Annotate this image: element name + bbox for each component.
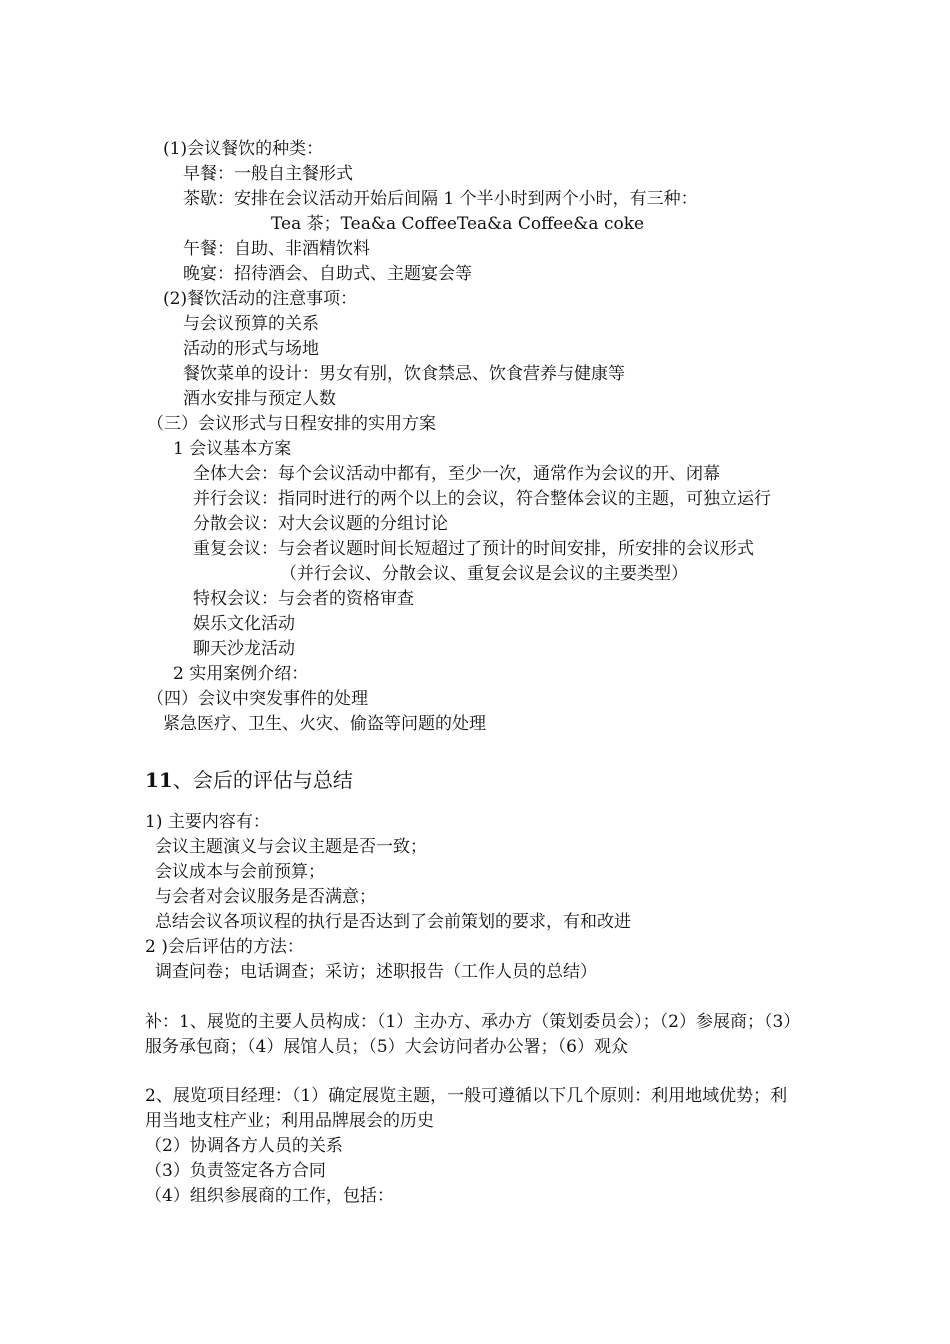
evaluation-item: 总结会议各项议程的执行是否达到了会前策划的要求，有和改进: [155, 912, 631, 932]
section-heading: [145, 767, 353, 793]
methods-body: 调查问卷；电话调查；采访；述职报告（工作人员的总结）: [155, 962, 597, 982]
breakfast-line: 早餐：一般自主餐形式: [183, 164, 353, 184]
section-four-title: （四）会议中突发事件的处理: [147, 689, 368, 709]
meals-title: (1)会议餐饮的种类：: [163, 139, 324, 159]
notes-item: 与会议预算的关系: [183, 314, 319, 334]
section-four-body: 紧急医疗、卫生、火灾、偷盗等问题的处理: [163, 714, 486, 734]
supplement-line: 补：1、展览的主要人员构成：（1）主办方、承办方（策划委员会）；（2）参展商；（3）: [145, 1012, 801, 1032]
evaluation-item: 会议成本与会前预算；: [155, 862, 325, 882]
meeting-type-item: 聊天沙龙活动: [193, 639, 295, 659]
manager-item: （3）负责签定各方合同: [145, 1161, 326, 1181]
heading-number: 11: [145, 768, 173, 792]
supplement-line: 服务承包商；（4）展馆人员；（5）大会访问者办公署；（6）观众: [145, 1037, 628, 1057]
dinner-line: 晚宴：招待酒会、自助式、主题宴会等: [183, 264, 472, 284]
meeting-type-item: 重复会议：与会者议题时间长短超过了预计的时间安排，所安排的会议形式: [193, 539, 754, 559]
lunch-line: 午餐：自助、非酒精饮料: [183, 239, 370, 259]
meeting-type-item: 特权会议：与会者的资格审查: [193, 589, 414, 609]
notes-item: 餐饮菜单的设计：男女有别，饮食禁忌、饮食营养与健康等: [183, 364, 625, 384]
notes-title: (2)餐饮活动的注意事项：: [163, 289, 358, 309]
manager-item: （4）组织参展商的工作，包括：: [145, 1186, 394, 1206]
manager-line: 2、展览项目经理：（1）确定展览主题，一般可遵循以下几个原则：利用地域优势；利: [145, 1086, 788, 1106]
methods-title: 2 )会后评估的方法：: [145, 937, 304, 957]
manager-line: 用当地支柱产业；利用品牌展会的历史: [145, 1111, 434, 1131]
section-three-sub2: 2 实用案例介绍：: [173, 664, 309, 684]
heading-text: 、会后的评估与总结: [172, 768, 353, 792]
evaluation-item: 会议主题演义与会议主题是否一致；: [155, 837, 427, 857]
meeting-type-item: 分散会议：对大会议题的分组讨论: [193, 514, 448, 534]
tea-options-line: Tea 茶；Tea&a CoffeeTea&a Coffee&a coke: [271, 214, 645, 234]
evaluation-item: 与会者对会议服务是否满意；: [155, 887, 376, 907]
notes-item: 活动的形式与场地: [183, 339, 319, 359]
manager-item: （2）协调各方人员的关系: [145, 1136, 343, 1156]
meeting-type-item: 全体大会：每个会议活动中都有，至少一次，通常作为会议的开、闭幕: [193, 464, 720, 484]
evaluation-title: 1) 主要内容有：: [145, 812, 270, 832]
tea-break-line: 茶歇：安排在会议活动开始后间隔 1 个半小时到两个小时，有三种：: [183, 189, 698, 209]
notes-item: 酒水安排与预定人数: [183, 389, 336, 409]
section-three-sub1: 1 会议基本方案: [173, 439, 292, 459]
meeting-type-note: （并行会议、分散会议、重复会议是会议的主要类型）: [280, 564, 688, 584]
meeting-type-item: 并行会议：指同时进行的两个以上的会议，符合整体会议的主题，可独立运行: [193, 489, 771, 509]
section-three-title: （三）会议形式与日程安排的实用方案: [147, 414, 436, 434]
meeting-type-item: 娱乐文化活动: [193, 614, 295, 634]
